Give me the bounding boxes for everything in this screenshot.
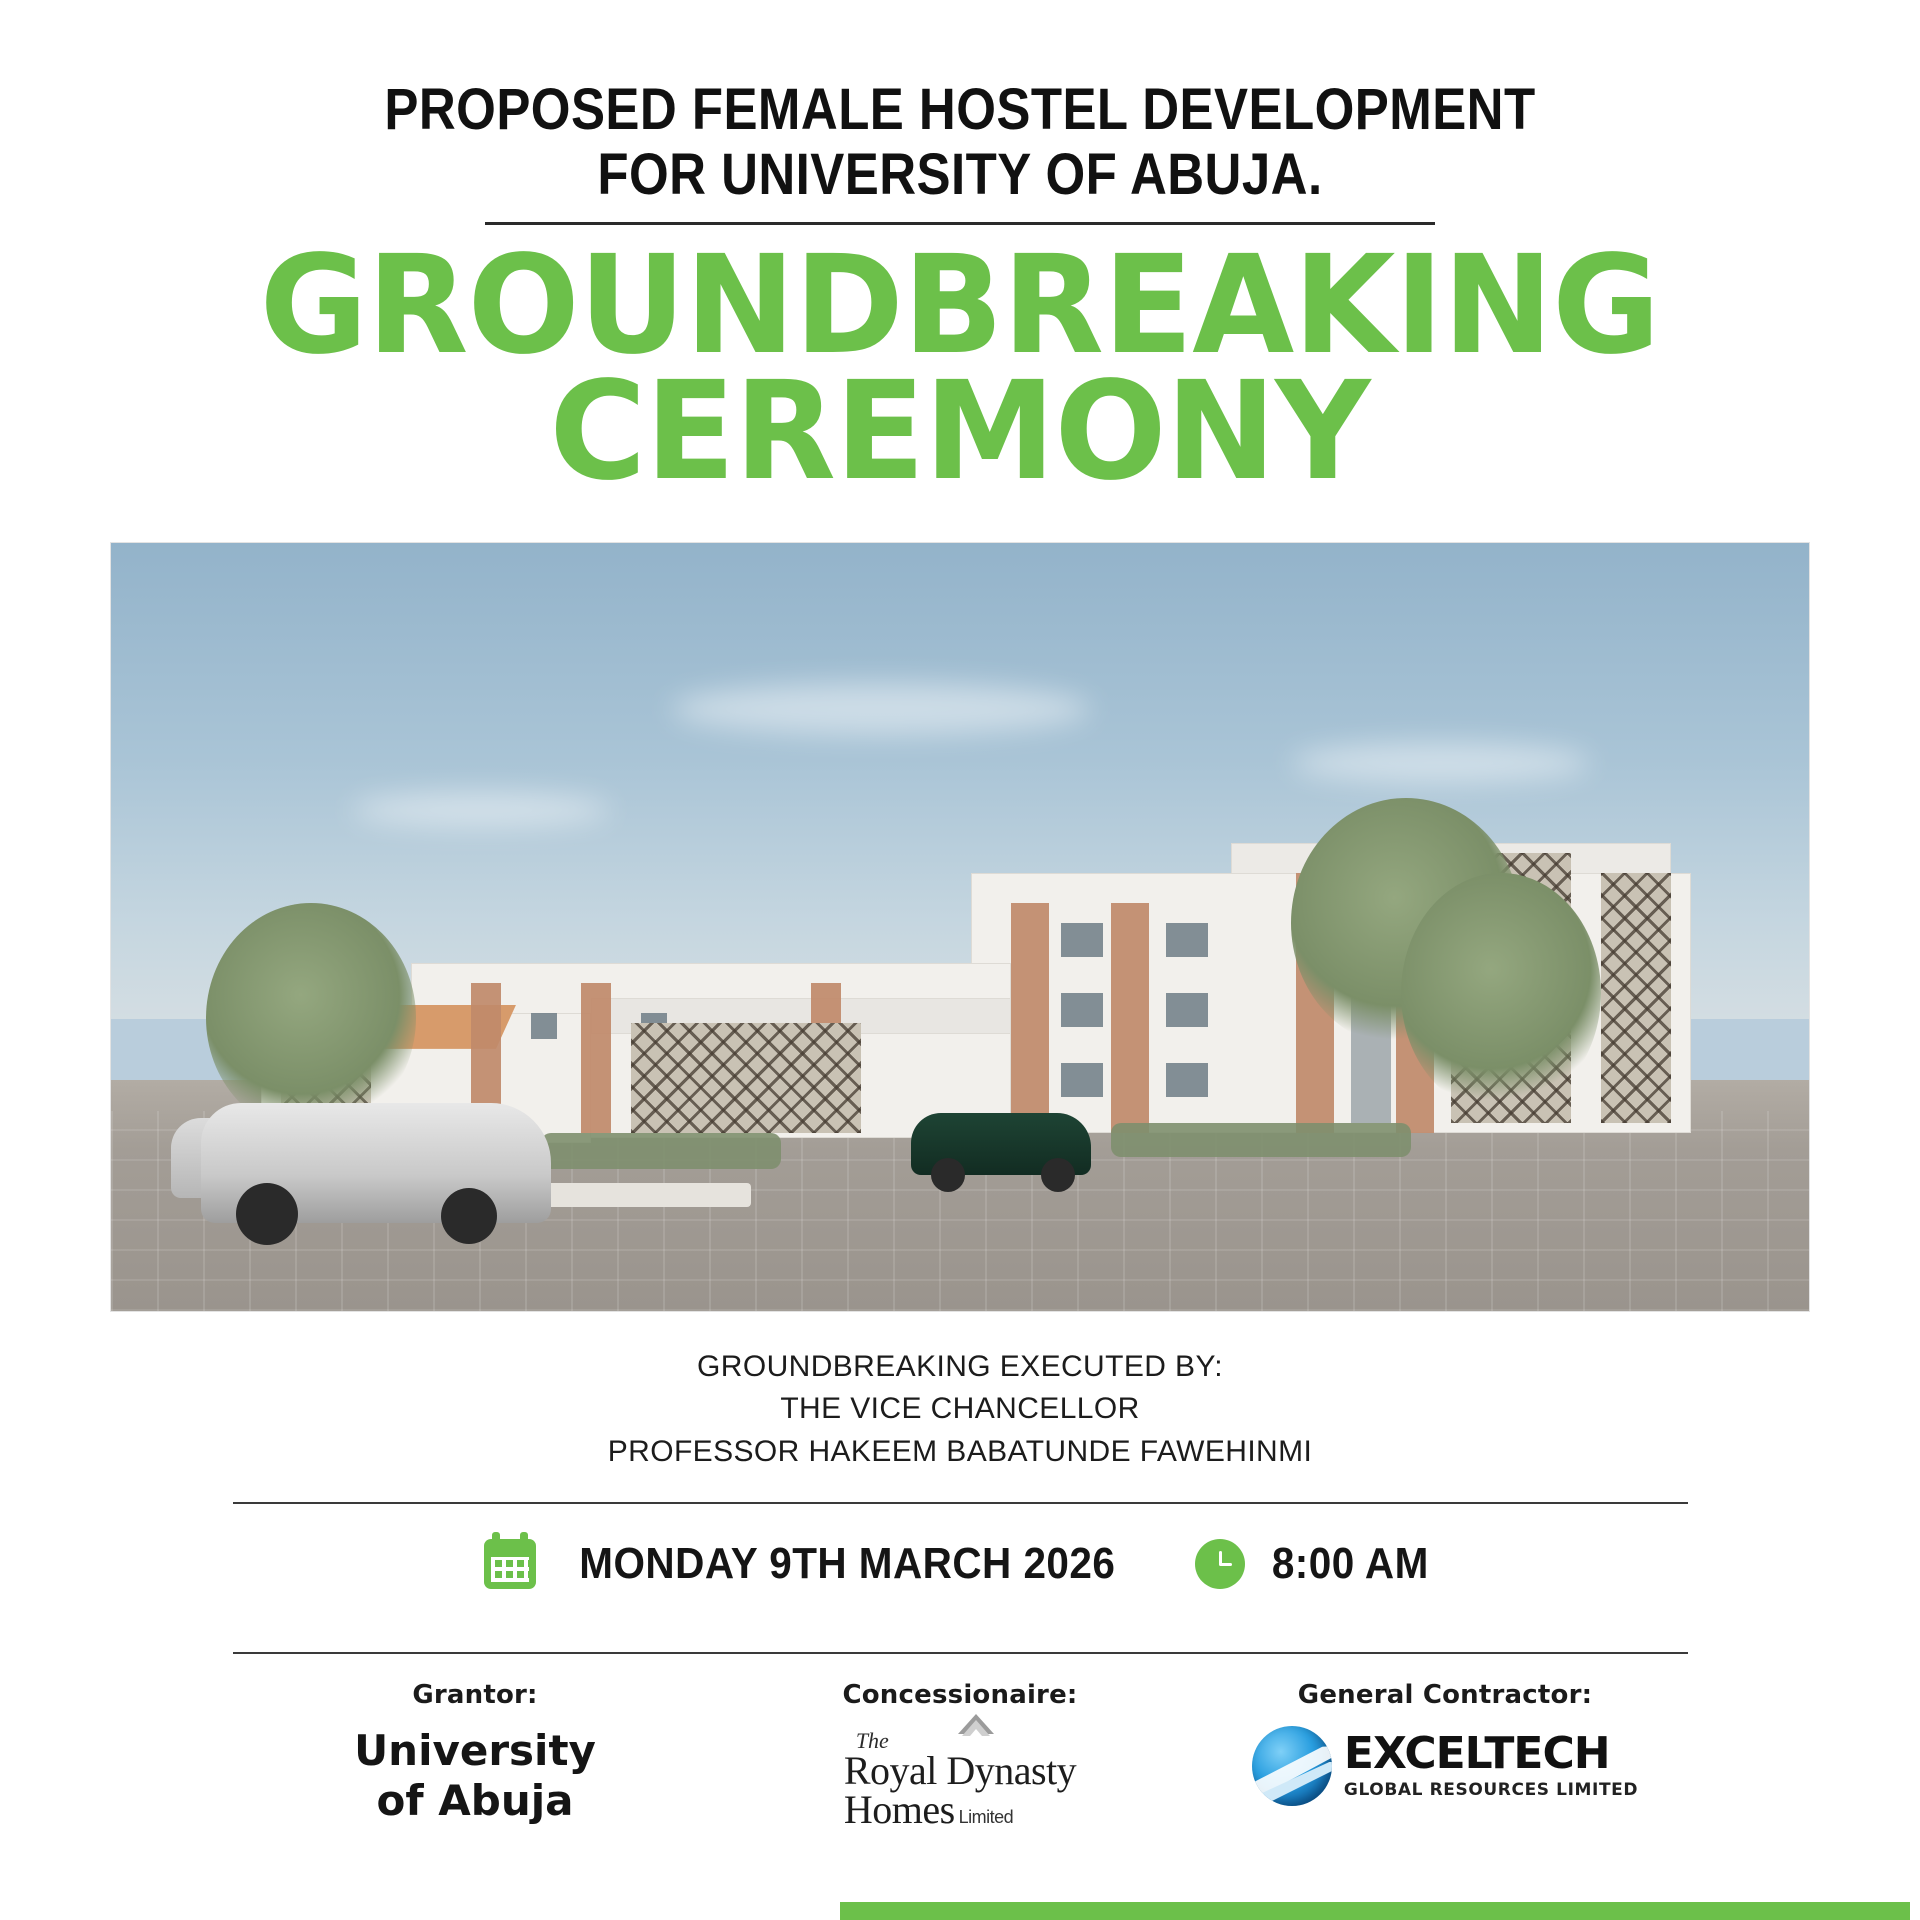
- car-wheel: [931, 1158, 965, 1192]
- cloud: [351, 793, 611, 827]
- partner-grantor: [233, 1680, 718, 1827]
- logo-royal-dynasty-text: Royal Dynasty: [843, 1747, 1077, 1793]
- clock-icon: [1195, 1539, 1245, 1589]
- logo-the-text: The: [855, 1727, 889, 1753]
- partner-general-contractor: [1203, 1680, 1688, 1811]
- car-wheel: [1041, 1158, 1075, 1192]
- page-title-line-1: GROUNDBREAKING: [260, 226, 1660, 385]
- window: [1166, 923, 1208, 957]
- partner-concessionaire: [718, 1680, 1203, 1830]
- calendar-icon: [484, 1539, 536, 1589]
- window: [1166, 1063, 1208, 1097]
- tree: [206, 903, 416, 1133]
- right-edge-margin: [1910, 0, 1920, 1920]
- hedge: [541, 1133, 781, 1169]
- exceltech-name-text: EXCELTECH: [1343, 1727, 1610, 1779]
- partner-logo-exceltech: [1203, 1726, 1688, 1811]
- partner-role-label: Concessionaire:: [842, 1679, 1078, 1710]
- partner-logo-university-of-abuja: [233, 1726, 718, 1827]
- window: [531, 1013, 557, 1039]
- university-name-line-2: of Abuja: [376, 1776, 574, 1826]
- strip-white-segment: [0, 1902, 840, 1920]
- logo-homes-text: Homes: [843, 1786, 955, 1832]
- heading-block: [0, 78, 1920, 225]
- bottom-accent-strip: [0, 1902, 1920, 1920]
- logo-limited-text: Limited: [958, 1806, 1014, 1827]
- car-wheel: [236, 1183, 298, 1245]
- building-render-image: [110, 542, 1810, 1312]
- tree: [1401, 873, 1601, 1113]
- roof-mark-icon: [956, 1712, 996, 1746]
- brick-pier: [1111, 903, 1149, 1133]
- lattice-screen: [1601, 873, 1671, 1123]
- divider-bottom: [233, 1652, 1688, 1654]
- page-title-line-2: CEREMONY: [549, 353, 1371, 512]
- event-time: [1195, 1539, 1436, 1589]
- globe-icon: [1252, 1726, 1332, 1806]
- window: [1061, 1063, 1103, 1097]
- executed-by-line-3: PROFESSOR HAKEEM BABATUNDE FAWEHINMI: [607, 1435, 1313, 1469]
- executed-by-line-2: THE VICE CHANCELLOR: [780, 1392, 1140, 1426]
- event-datetime-row: [233, 1504, 1688, 1624]
- partner-role-label: Grantor:: [412, 1679, 538, 1710]
- cloud: [671, 683, 1091, 735]
- heading-line-2: FOR UNIVERSITY OF ABUJA.: [597, 141, 1323, 207]
- partners-row: [233, 1680, 1688, 1830]
- heading-line-1: PROPOSED FEMALE HOSTEL DEVELOPMENT: [384, 77, 1536, 142]
- window: [1061, 993, 1103, 1027]
- partner-logo-royal-dynasty-homes: [718, 1726, 1203, 1830]
- heading-divider: [485, 222, 1435, 225]
- university-name-line-1: University: [354, 1725, 596, 1775]
- page-title: [238, 226, 1681, 512]
- executed-by-line-1: GROUNDBREAKING EXECUTED BY:: [697, 1349, 1223, 1383]
- brick-pier: [581, 983, 611, 1133]
- hedge: [1111, 1123, 1411, 1157]
- car-wheel: [441, 1188, 497, 1244]
- executed-by-block: [608, 1346, 1313, 1474]
- partner-role-label: General Contractor:: [1297, 1679, 1593, 1710]
- brick-pier: [1011, 903, 1049, 1133]
- cloud: [1291, 743, 1591, 783]
- exceltech-subtitle-text: GLOBAL RESOURCES LIMITED: [1343, 1779, 1639, 1800]
- lattice-screen: [631, 1023, 861, 1133]
- window: [1166, 993, 1208, 1027]
- window: [1061, 923, 1103, 957]
- event-date-text: MONDAY 9TH MARCH 2026: [579, 1538, 1116, 1588]
- event-date: [484, 1539, 1139, 1589]
- strip-green-segment: [840, 1902, 1920, 1920]
- event-time-text: 8:00 AM: [1271, 1538, 1429, 1588]
